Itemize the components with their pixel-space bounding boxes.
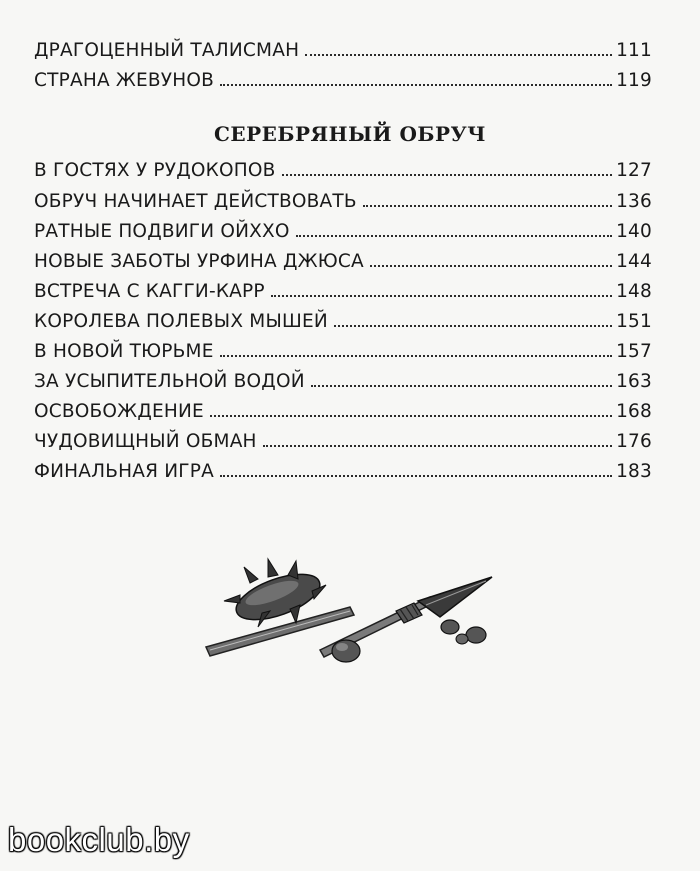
toc-entry [34, 243, 652, 271]
section-heading: СЕРЕБРЯНЫЙ ОБРУЧ [213, 122, 487, 146]
toc-entry-page: 151 [616, 310, 652, 332]
toc-entry-page: 127 [616, 159, 652, 181]
toc-entry-title: НОВЫЕ ЗАБОТЫ УРФИНА ДЖЮСА [34, 250, 364, 272]
toc-entry [34, 423, 652, 451]
toc-entry-page: 183 [616, 460, 652, 482]
toc-entry-page: 176 [616, 430, 652, 452]
toc-entry-page: 144 [616, 250, 652, 272]
toc-entry-title: СТРАНА ЖЕВУНОВ [34, 69, 215, 91]
toc-leader-dots [210, 415, 612, 417]
toc-entry [34, 363, 652, 391]
toc-entry [34, 453, 652, 481]
toc-entry-page: 163 [616, 370, 652, 392]
toc-leader-dots [263, 445, 612, 447]
toc-leader-dots [220, 475, 612, 477]
watermark: bookclub.by [8, 821, 190, 858]
toc-leader-dots [311, 385, 612, 387]
toc-leader-dots [370, 265, 612, 267]
toc-entry [34, 32, 652, 60]
toc-entry [34, 333, 652, 361]
toc-entry-title: ЗА УСЫПИТЕЛЬНОЙ ВОДОЙ [34, 370, 305, 392]
toc-entry [34, 273, 652, 301]
crossed-club-and-spear-icon [200, 555, 500, 670]
toc-entry-title: ОБРУЧ НАЧИНАЕТ ДЕЙСТВОВАТЬ [34, 190, 357, 212]
toc-entry [34, 213, 652, 241]
toc-entry-title: ОСВОБОЖДЕНИЕ [34, 400, 204, 422]
toc-leader-dots [334, 325, 612, 327]
toc-entry-title: В ГОСТЯХ У РУДОКОПОВ [34, 159, 276, 181]
toc-entry-page: 157 [616, 340, 652, 362]
toc-entry [34, 62, 652, 90]
toc-entry-page: 136 [616, 190, 652, 212]
toc-entry-title: ЧУДОВИЩНЫЙ ОБМАН [34, 430, 257, 452]
toc-entry-title: РАТНЫЕ ПОДВИГИ ОЙХХО [34, 220, 290, 242]
toc-leader-dots [220, 355, 612, 357]
toc-leader-dots [220, 84, 612, 86]
toc-entry [34, 303, 652, 331]
toc-entry [34, 393, 652, 421]
toc-entry-page: 140 [616, 220, 652, 242]
toc-leader-dots [305, 54, 612, 56]
toc-leader-dots [296, 235, 612, 237]
toc-entry-title: КОРОЛЕВА ПОЛЕВЫХ МЫШЕЙ [34, 310, 328, 332]
toc-entry-title: ФИНАЛЬНАЯ ИГРА [34, 460, 214, 482]
toc-entry-page: 119 [616, 69, 652, 91]
toc-leader-dots [282, 174, 613, 176]
toc-leader-dots [363, 205, 612, 207]
toc-entry-page: 148 [616, 280, 652, 302]
toc-entry-title: ВСТРЕЧА С КАГГИ-КАРР [34, 280, 265, 302]
toc-entry-page: 168 [616, 400, 652, 422]
toc-entry-page: 111 [616, 39, 652, 61]
toc-leader-dots [271, 295, 612, 297]
toc-entry-title: ДРАГОЦЕННЫЙ ТАЛИСМАН [34, 39, 300, 61]
toc-entry [34, 183, 652, 211]
toc-entry [34, 152, 652, 180]
toc-entry-title: В НОВОЙ ТЮРЬМЕ [34, 340, 214, 362]
